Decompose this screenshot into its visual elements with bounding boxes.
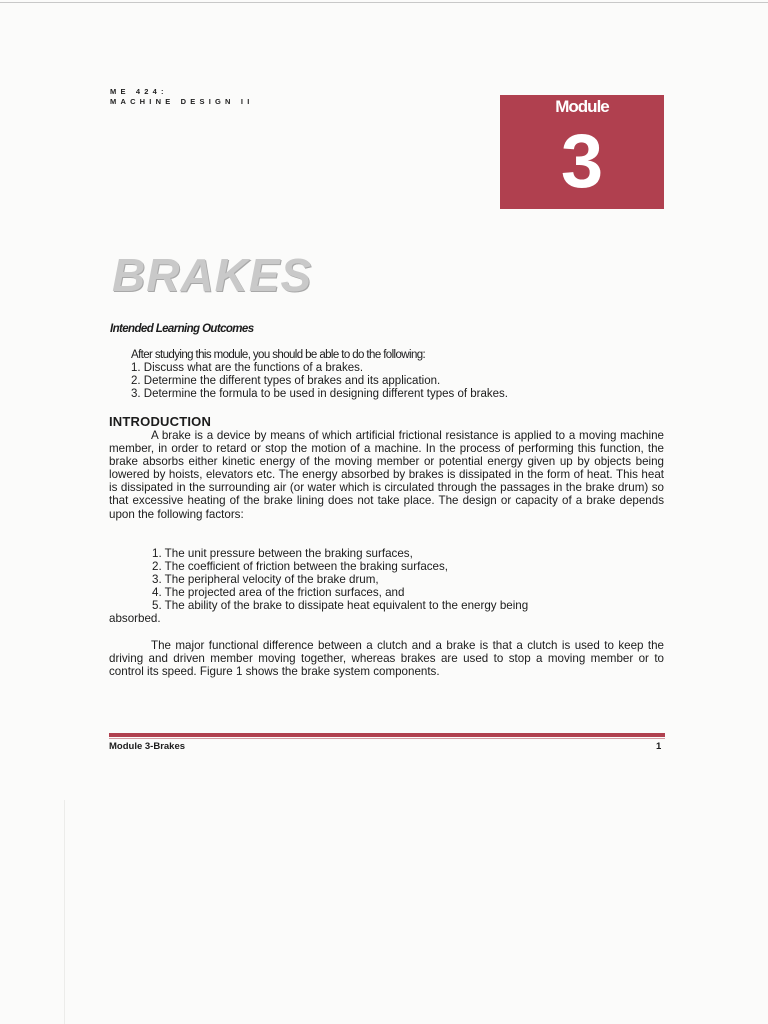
outcomes-heading: Intended Learning Outcomes xyxy=(110,323,254,335)
course-header xyxy=(110,87,254,107)
outcome-item: 2. Determine the different types of brakes and its application. xyxy=(131,375,441,387)
top-edge-rule xyxy=(0,2,768,3)
outcomes-intro: After studying this module, you should be able to do the following: xyxy=(131,349,426,361)
factor-item: 2. The coefficient of friction between the braking surfaces, xyxy=(152,560,449,574)
factor-item xyxy=(109,599,664,625)
module-badge-number: 3 xyxy=(560,119,604,204)
outcome-item: 3. Determine the formula to be used in designing different types of brakes. xyxy=(131,388,508,400)
footer-rule-thin xyxy=(109,738,665,739)
factors-list xyxy=(109,547,664,626)
introduction-paragraph-2: The major functional difference between a clutch and a brake is that a clutch is used to keep the driving and driven member moving together, whereas brakes are used to stop a moving member or to control its speed. Figure 1 shows the brake system components. xyxy=(109,639,664,679)
outcome-item: 1. Discuss what are the functions of a brakes. xyxy=(131,362,364,374)
introduction-heading: INTRODUCTION xyxy=(109,414,212,429)
course-code: ME 424: xyxy=(110,87,168,96)
factor-item: 4. The projected area of the friction surfaces, and xyxy=(152,586,405,600)
module-badge-word: Module xyxy=(555,97,609,116)
footer-rule xyxy=(109,733,665,737)
module-badge xyxy=(500,95,664,209)
course-name: MACHINE DESIGN II xyxy=(110,97,254,106)
factor-item-5-text: 5. The ability of the brake to dissipate heat equivalent to the energy being xyxy=(152,599,529,613)
page-title: BRAKES xyxy=(112,249,313,301)
factor-item-5-continuation: absorbed. xyxy=(109,612,161,626)
footer-module-label: Module 3-Brakes xyxy=(109,741,186,752)
outcomes-list xyxy=(131,362,508,401)
scan-shadow-line xyxy=(64,800,65,1024)
introduction-paragraph-1: A brake is a device by means of which artificial frictional resistance is applied to a moving machine member, in order to retard or stop the motion of a machine. In the process of performing this function, the brake absorbs either kinetic energy of the moving member or potential energy given up by objects being lowered by hoists, elevators etc. The energy absorbed by brakes is dissipated in the form of heat. This heat is dissipated in the surrounding air (or water which is circulated through the passages in the brake drum) so that excessive heating of the brake lining does not take place. The design or capacity of a brake depends upon the following factors: xyxy=(109,429,664,521)
page-number: 1 xyxy=(656,741,662,752)
factor-item: 1. The unit pressure between the braking surfaces, xyxy=(152,547,413,560)
factor-item: 3. The peripheral velocity of the brake drum, xyxy=(152,573,379,587)
